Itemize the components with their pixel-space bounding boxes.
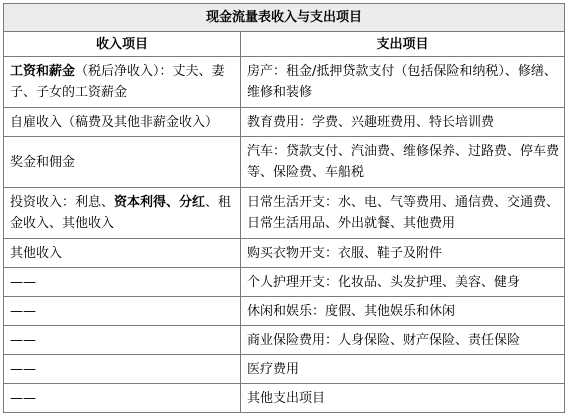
income-cell xyxy=(4,188,241,239)
table-row xyxy=(4,108,565,137)
table-row xyxy=(4,188,565,239)
header-expense: 支出项目 xyxy=(241,32,565,57)
income-cell xyxy=(4,108,241,137)
header-income: 收入项目 xyxy=(4,32,241,57)
income-cell xyxy=(4,326,241,355)
table-row xyxy=(4,137,565,188)
income-cell xyxy=(4,137,241,188)
table-row xyxy=(4,239,565,268)
expense-cell: 购买衣物开支：衣服、鞋子及附件 xyxy=(241,239,565,268)
income-text: 、租金收入、其他收入 xyxy=(10,195,232,231)
income-cell xyxy=(4,297,241,326)
table-row xyxy=(4,297,565,326)
income-cell xyxy=(4,239,241,268)
table-title: 现金流量表收入与支出项目 xyxy=(4,4,565,32)
table-row xyxy=(4,326,565,355)
expense-cell: 教育费用：学费、兴趣班费用、特长培训费 xyxy=(241,108,565,137)
expense-cell: 房产：租金/抵押贷款支付（包括保险和纳税）、修缮、维修和装修 xyxy=(241,57,565,108)
income-text: 其他收入 xyxy=(10,245,63,261)
income-text: —— xyxy=(10,361,36,377)
income-text: —— xyxy=(10,390,36,406)
expense-cell: 汽车：贷款支付、汽油费、维修保养、过路费、停车费等、保险费、车船税 xyxy=(241,137,565,188)
table-row xyxy=(4,57,565,108)
table-row xyxy=(4,384,565,413)
table-row xyxy=(4,355,565,384)
table-row xyxy=(4,268,565,297)
income-text: —— xyxy=(10,332,36,348)
income-text: —— xyxy=(10,303,36,319)
table-title-row xyxy=(4,4,565,32)
table-header-row xyxy=(4,32,565,57)
expense-cell: 医疗费用 xyxy=(241,355,565,384)
income-text: 奖金和佣金 xyxy=(10,154,76,170)
income-text: 资本利得、分红 xyxy=(114,195,206,210)
income-cell xyxy=(4,355,241,384)
income-text: —— xyxy=(10,274,36,290)
income-text: 投资收入：利息、 xyxy=(10,195,115,210)
cash-flow-table xyxy=(3,3,565,413)
income-cell xyxy=(4,384,241,413)
expense-cell: 休闲和娱乐：度假、其他娱乐和休闲 xyxy=(241,297,565,326)
expense-cell: 商业保险费用：人身保险、财产保险、责任保险 xyxy=(241,326,565,355)
income-text: 工资和薪金 xyxy=(10,64,76,79)
income-cell xyxy=(4,268,241,297)
expense-cell: 日常生活开支：水、电、气等费用、通信费、交通费、日常生活用品、外出就餐、其他费用 xyxy=(241,188,565,239)
income-cell xyxy=(4,57,241,108)
expense-cell: 其他支出项目 xyxy=(241,384,565,413)
table-body xyxy=(4,57,565,413)
income-text: （税后净收入）：丈夫、妻子、子女的工资薪金 xyxy=(10,64,225,100)
expense-cell: 个人护理开支：化妆品、头发护理、美容、健身 xyxy=(241,268,565,297)
income-text: 自雇收入（稿费及其他非薪金收入） xyxy=(10,114,219,130)
